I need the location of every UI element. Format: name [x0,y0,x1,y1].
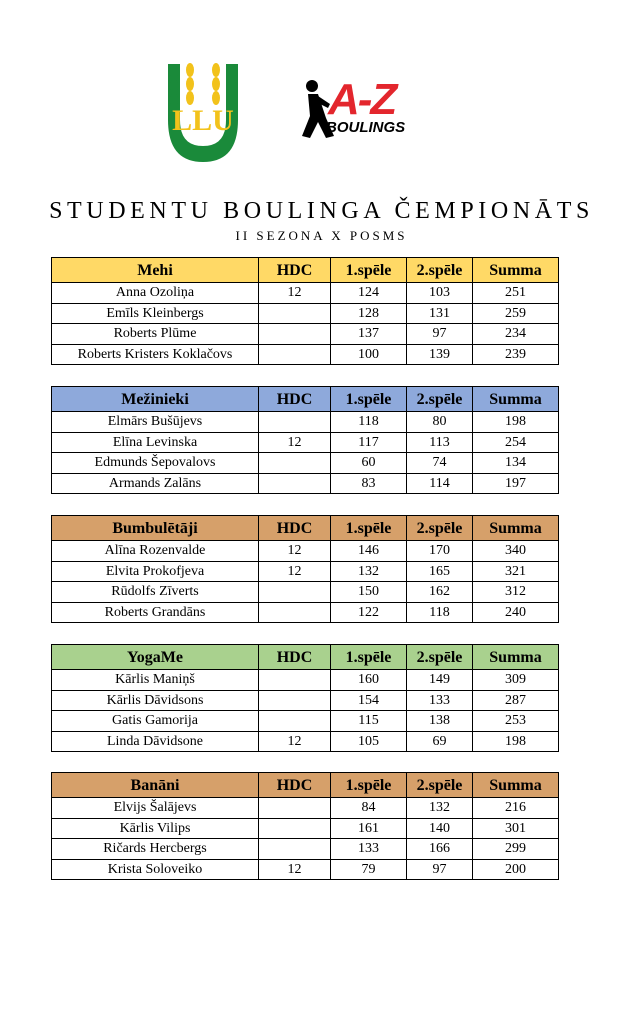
sum-cell: 299 [473,839,559,860]
hdc-cell: 12 [259,283,331,304]
game2-cell: 97 [407,324,473,345]
team-name: Mehi [52,258,259,283]
hdc-cell [259,839,331,860]
player-name: Edmunds Šepovalovs [52,453,259,474]
game2-cell: 80 [407,412,473,433]
hdc-cell [259,818,331,839]
page-title: STUDENTU BOULINGA ČEMPIONĀTS [49,198,594,224]
column-header: HDC [259,258,331,283]
az-logo-main: A-Z [328,75,396,124]
player-name: Elvita Prokofjeva [52,561,259,582]
table-row [52,690,559,711]
player-name: Emīls Kleinbergs [52,303,259,324]
game2-cell: 138 [407,711,473,732]
team-name: YogaMe [52,645,259,670]
column-header: 1.spēle [331,258,407,283]
table-row [52,711,559,732]
sum-cell: 309 [473,670,559,691]
team-table [51,644,559,752]
player-name: Rūdolfs Zīverts [52,582,259,603]
column-header: HDC [259,387,331,412]
hdc-cell: 12 [259,432,331,453]
hdc-cell: 12 [259,541,331,562]
game2-cell: 113 [407,432,473,453]
hdc-cell [259,670,331,691]
game1-cell: 161 [331,818,407,839]
hdc-cell [259,473,331,494]
sum-cell: 234 [473,324,559,345]
sum-cell: 287 [473,690,559,711]
game2-cell: 74 [407,453,473,474]
sum-cell: 198 [473,412,559,433]
hdc-cell [259,324,331,345]
game2-cell: 69 [407,731,473,752]
team-name: Mežinieki [52,387,259,412]
hdc-cell [259,412,331,433]
hdc-cell [259,344,331,365]
table-row [52,602,559,623]
player-name: Ričards Hercbergs [52,839,259,860]
table-row [52,839,559,860]
game1-cell: 154 [331,690,407,711]
column-header: 1.spēle [331,645,407,670]
game2-cell: 162 [407,582,473,603]
player-name: Roberts Grandāns [52,602,259,623]
team-header-row [52,387,559,412]
player-name: Roberts Plūme [52,324,259,345]
game1-cell: 118 [331,412,407,433]
player-name: Krista Soloveiko [52,859,259,880]
table-row [52,453,559,474]
hdc-cell [259,582,331,603]
az-logo-sub: BOULINGS [326,119,406,136]
game1-cell: 117 [331,432,407,453]
table-row [52,818,559,839]
team-table [51,386,559,494]
game1-cell: 160 [331,670,407,691]
player-name: Elmārs Bušūjevs [52,412,259,433]
game1-cell: 115 [331,711,407,732]
hdc-cell [259,602,331,623]
game1-cell: 137 [331,324,407,345]
sum-cell: 197 [473,473,559,494]
player-name: Kārlis Vilips [52,818,259,839]
hdc-cell [259,711,331,732]
team-name: Bumbulētāji [52,516,259,541]
column-header: 1.spēle [331,387,407,412]
team-header-row [52,516,559,541]
table-row [52,324,559,345]
column-header: 2.spēle [407,387,473,412]
table-row [52,283,559,304]
column-header: HDC [259,773,331,798]
sum-cell: 301 [473,818,559,839]
game2-cell: 118 [407,602,473,623]
game1-cell: 124 [331,283,407,304]
table-row [52,859,559,880]
sum-cell: 200 [473,859,559,880]
game2-cell: 139 [407,344,473,365]
llu-logo [160,58,246,166]
player-name: Roberts Kristers Koklačovs [52,344,259,365]
team-header-row [52,645,559,670]
column-header: Summa [473,258,559,283]
sum-cell: 240 [473,602,559,623]
team-header-row [52,773,559,798]
player-name: Linda Dāvidsone [52,731,259,752]
team-table [51,257,559,365]
column-header: 1.spēle [331,773,407,798]
game2-cell: 165 [407,561,473,582]
team-table [51,515,559,623]
page-subtitle: II SEZONA X POSMS [235,228,408,243]
column-header: 2.spēle [407,645,473,670]
table-row [52,798,559,819]
column-header: 2.spēle [407,773,473,798]
team-table [51,772,559,880]
sum-cell: 340 [473,541,559,562]
column-header: HDC [259,645,331,670]
game2-cell: 170 [407,541,473,562]
player-name: Alīna Rozenvalde [52,541,259,562]
game1-cell: 100 [331,344,407,365]
table-row [52,561,559,582]
column-header: 2.spēle [407,258,473,283]
sum-cell: 253 [473,711,559,732]
sum-cell: 312 [473,582,559,603]
table-row [52,412,559,433]
game1-cell: 146 [331,541,407,562]
column-header: Summa [473,387,559,412]
game2-cell: 131 [407,303,473,324]
table-row [52,731,559,752]
sum-cell: 254 [473,432,559,453]
game1-cell: 79 [331,859,407,880]
player-name: Kārlis Dāvidsons [52,690,259,711]
player-name: Kārlis Maniņš [52,670,259,691]
sum-cell: 251 [473,283,559,304]
column-header: Summa [473,773,559,798]
hdc-cell [259,303,331,324]
game1-cell: 60 [331,453,407,474]
table-row [52,541,559,562]
player-name: Elvijs Šalājevs [52,798,259,819]
player-name: Elīna Levinska [52,432,259,453]
table-row [52,432,559,453]
game2-cell: 97 [407,859,473,880]
table-row [52,344,559,365]
sum-cell: 216 [473,798,559,819]
hdc-cell [259,690,331,711]
game2-cell: 133 [407,690,473,711]
team-name: Banāni [52,773,259,798]
game2-cell: 132 [407,798,473,819]
game2-cell: 103 [407,283,473,304]
hdc-cell [259,798,331,819]
game2-cell: 114 [407,473,473,494]
column-header: HDC [259,516,331,541]
table-row [52,473,559,494]
game1-cell: 84 [331,798,407,819]
hdc-cell: 12 [259,859,331,880]
sum-cell: 198 [473,731,559,752]
table-row [52,303,559,324]
game1-cell: 83 [331,473,407,494]
game1-cell: 133 [331,839,407,860]
hdc-cell [259,453,331,474]
table-row [52,582,559,603]
team-header-row [52,258,559,283]
sum-cell: 134 [473,453,559,474]
hdc-cell: 12 [259,561,331,582]
game1-cell: 105 [331,731,407,752]
game1-cell: 122 [331,602,407,623]
column-header: 2.spēle [407,516,473,541]
game1-cell: 128 [331,303,407,324]
column-header: Summa [473,645,559,670]
sum-cell: 259 [473,303,559,324]
game2-cell: 149 [407,670,473,691]
game1-cell: 150 [331,582,407,603]
table-row [52,670,559,691]
player-name: Anna Ozoliņa [52,283,259,304]
player-name: Gatis Gamorija [52,711,259,732]
column-header: 1.spēle [331,516,407,541]
column-header: Summa [473,516,559,541]
hdc-cell: 12 [259,731,331,752]
llu-logo-text: LLU [172,104,234,137]
game2-cell: 140 [407,818,473,839]
sum-cell: 239 [473,344,559,365]
sum-cell: 321 [473,561,559,582]
game1-cell: 132 [331,561,407,582]
player-name: Armands Zalāns [52,473,259,494]
game2-cell: 166 [407,839,473,860]
